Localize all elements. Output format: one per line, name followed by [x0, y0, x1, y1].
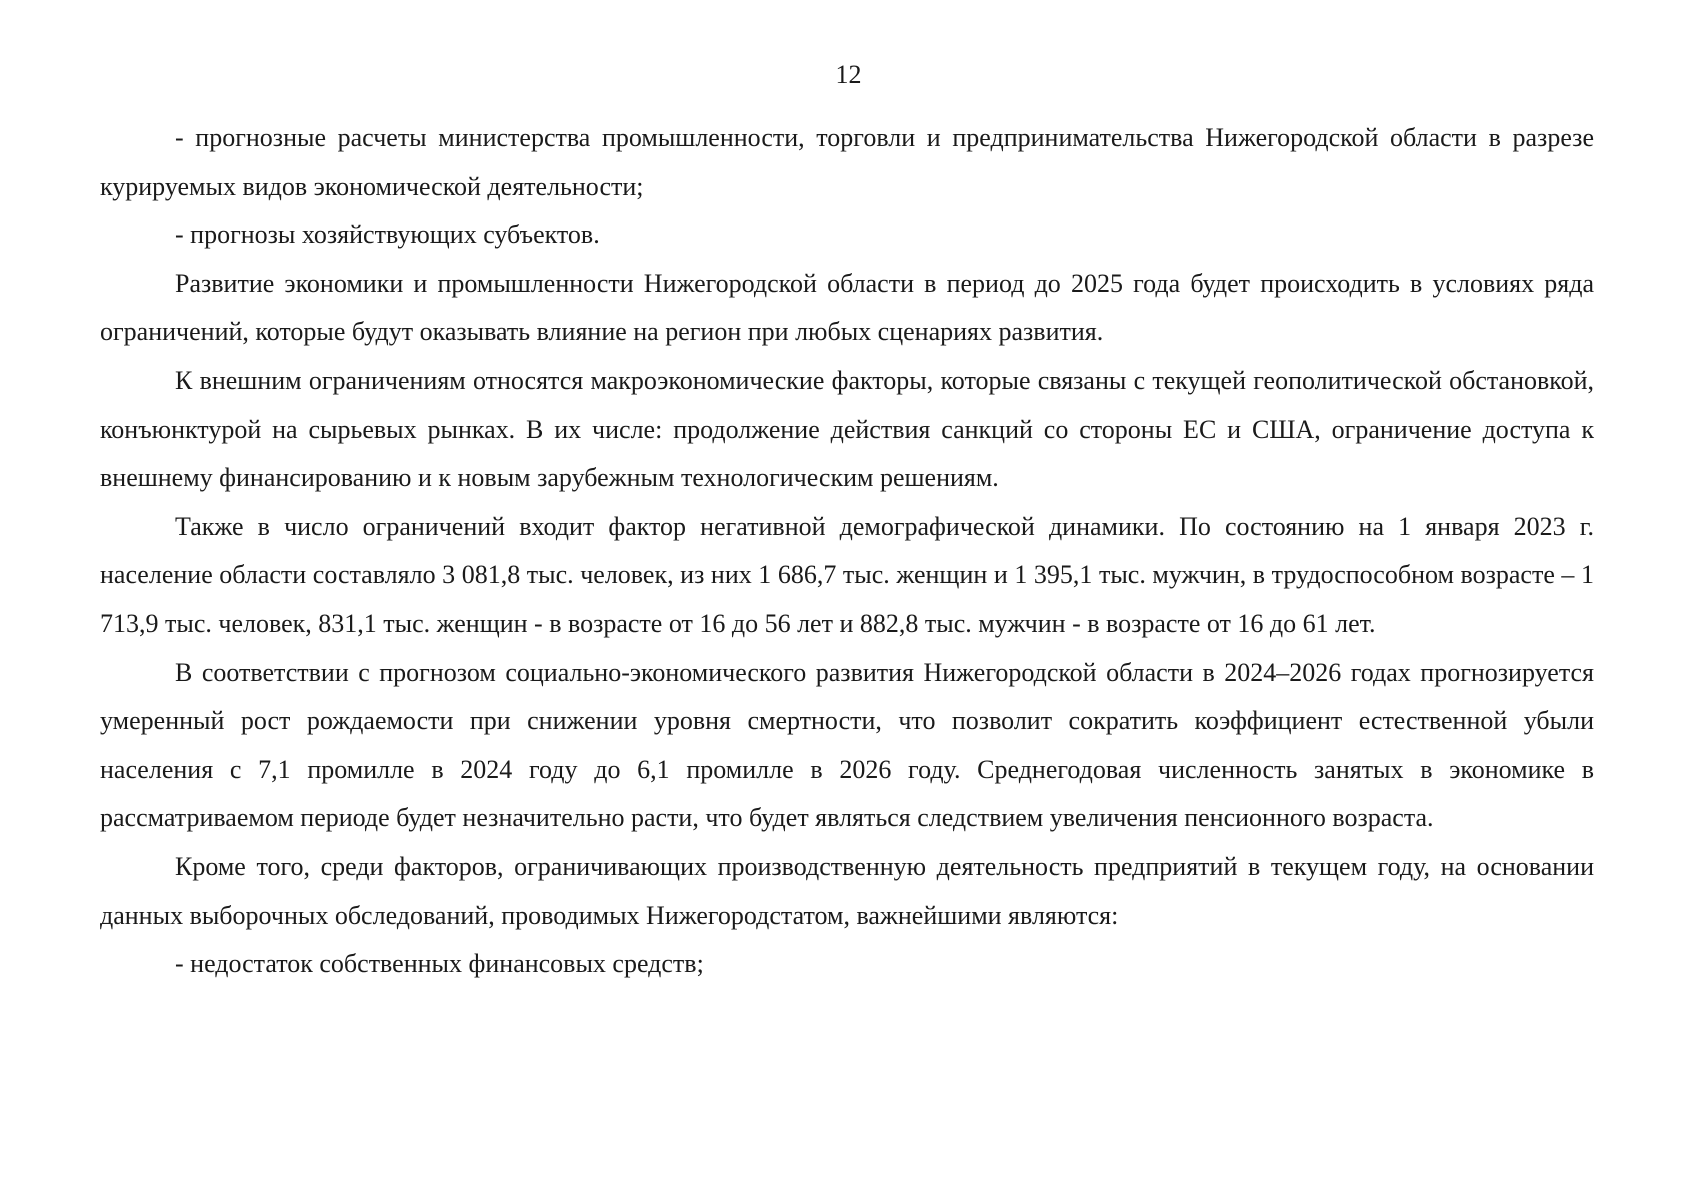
paragraph-production-factors: Кроме того, среди факторов, ограничивающих производственную деятельность предприятий в текущем году, на основании данных выборочных обследований, проводимых Нижегородстатом, важнейшими являются:	[100, 851, 1594, 930]
paragraph-demographics: Также в число ограничений входит фактор негативной демографической динамики. По состоянию на 1 января 2023 г. население области составляло 3 081,8 тыс. человек, из них 1 686,7 тыс. женщин и 1 395,1 тыс. мужчин, в трудоспособном возрасте – 1 713,9 тыс. человек, 831,1 тыс. женщин - в возрасте от 16 до 56 лет и 882,8 тыс. мужчин - в возрасте от 16 до 61 лет.	[100, 511, 1594, 638]
paragraph-socioeconomic-forecast: В соответствии с прогнозом социально-экономического развития Нижегородской области в 2024–2026 годах прогнозируется умеренный рост рождаемости при снижении уровня смертности, что позволит сократить коэффициент естественной убыли населения с 7,1 промилле в 2024 году до 6,1 промилле в 2026 году. Среднегодовая численность занятых в экономике в рассматриваемом периоде будет незначительно расти, что будет являться следствием увеличения пенсионного возраста.	[100, 657, 1594, 833]
paragraph-external-constraints: К внешним ограничениям относятся макроэкономические факторы, которые связаны с текущей геополитической обстановкой, конъюнктурой на сырьевых рынках. В их числе: продолжение действия санкций со стороны ЕС и США, ограничение доступа к внешнему финансированию и к новым зарубежным технологическим решениям.	[100, 365, 1594, 493]
paragraph-forecast-ministry: - прогнозные расчеты министерства промышленности, торговли и предпринимательства Нижегородской области в разрезе курируемых видов экономической деятельности;	[100, 123, 1594, 201]
paragraph-economy-development: Развитие экономики и промышленности Нижегородской области в период до 2025 года будет происходить в условиях ряда ограничений, которые будут оказывать влияние на регион при любых сценариях развития.	[100, 268, 1594, 347]
paragraph-forecast-entities: - прогнозы хозяйствующих субъектов.	[175, 220, 600, 250]
paragraph-lack-of-funds: - недостаток собственных финансовых средств;	[175, 949, 704, 979]
body-text	[100, 114, 1594, 989]
page-number: 12	[835, 60, 862, 89]
